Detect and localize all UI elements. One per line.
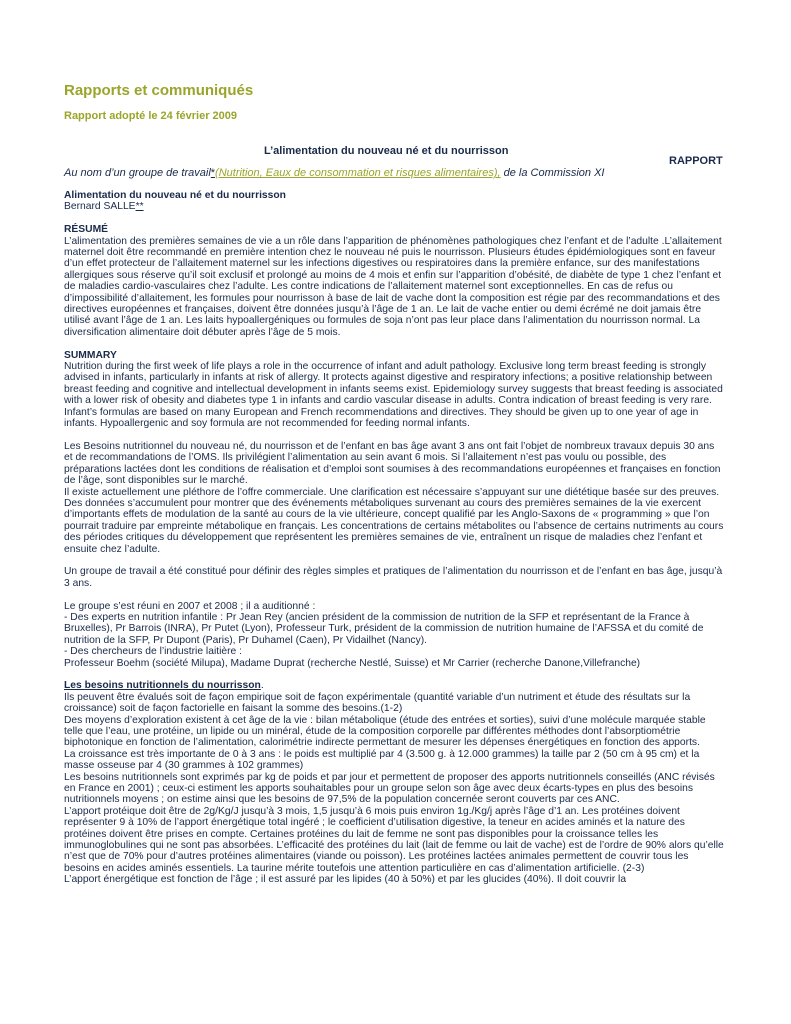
intro-paragraph-4: Un groupe de travail a été constitué pour définir des règles simples et pratiques de l’alimentation du nourrisson et de l’enfant en bas âge, jusqu’à 3 ans. <box>64 566 723 589</box>
working-group-link[interactable]: (Nutrition, Eaux de consommation et risques alimentaires), <box>215 167 501 179</box>
adoption-date: Rapport adopté le 24 février 2009 <box>64 110 238 122</box>
besoins-paragraph-3: La croissance est très importante de 0 à 3 ans : le poids est multiplié par 4 (3.500 g. à 12.000 grammes) la taille par 2 (50 cm à 95 cm) et la masse osseuse par 4 (30 grammes à 102 grammes) <box>64 748 700 772</box>
byline-prefix: Au nom d’un groupe de travail <box>64 167 211 179</box>
besoins-paragraph-1: Ils peuvent être évalués soit de façon empirique soit de façon expérimentale (quantité variable d’un nutriment et étude des résultats sur la croissance) soit de façon factorielle en faisant la somme des besoins.(1-2) <box>64 691 691 715</box>
footnote-link-double-star[interactable]: ** <box>135 201 144 213</box>
footnote-link-star[interactable]: * <box>210 167 216 179</box>
besoins-paragraph-2: Des moyens d’exploration existent à cet âge de la vie : bilan métabolique (étude des entrées et sorties), suivi d’une molécule marquée stable telle que l’eau, une protéine, un lipide ou un minéral, étude de la composition corporelle par différentes méthodes dont l’absorptiométrie biphotonique en fonction de l’alimentation, calorimétrie indirecte permettant de mesurer les dépenses énergétiques en fonction des apports. <box>64 714 706 749</box>
besoins-heading-end: . <box>260 680 264 692</box>
summary-text: Nutrition during the first week of life plays a role in the occurrence of infant and adult pathology. Exclusive long term breast feeding is strongly advised in infants, particularly in infants at risk of allergy. It protects against digestive and respiratory infections; a positive relationship between breast feeding and cognitive and intellectual development in infants seems exist. Epidemiology survey suggests that breast feeding is associated with a lower risk of obesity and diabetes type 1 in infants and cardio vascular disease in adults. Contra indication of breast feeding is very rare. Infant’s formulas are based on many European and French recommendations and directives. They should be given up to one year of age in infants. Hypoallergenic and soy formula are not recommended for feeding normal infants. <box>64 361 723 430</box>
article-body <box>64 190 724 886</box>
resume-text: L’alimentation des premières semaines de vie a un rôle dans l’apparition de phénomènes pathologiques chez l’enfant et de l’adulte .L’allaitement maternel doit être recommandé en première intention chez le nouveau né puis le nourrisson. Plusieurs études épidémiologiques sont en faveur d’un effet protecteur de l’allaitement maternel sur les infections digestives ou respiratoires dans la première enfance, sur des manifestations allergiques sous réserve qu’il soit exclusif et prolongé au moins de 4 mois et enfin sur l’apparition d’obésité, de diabète de type 1 chez l’enfant et de maladies cardio-vasculaires chez l’adulte. Les contre indications de l’allaitement maternel sont exceptionnelles. En cas de refus ou d’impossibilité d’allaitement, les formules pour nourrisson à base de lait de vache dont la composition est régie par des recommandations et des directives européennes et françaises, doivent être données jusqu’à l’âge de 1 an. Le lait de vache entier ou demi écrémé ne doit jamais être utilisé avant l’âge de 1 an. Les laits hypoallergéniques ou formules de soja n’ont pas leur place dans l’alimentation du nourrisson normal. La diversification alimentaire doit débuter après l’âge de 5 mois. <box>64 235 722 338</box>
intro-paragraph-8: Professeur Boehm (société Milupa), Madame Duprat (recherche Nestlé, Suisse) et Mr Carrier (recherche Danone,Villefranche) <box>64 657 641 669</box>
article-subtitle: Alimentation du nouveau né et du nourrisson <box>64 190 286 201</box>
page-title: Rapports et communiqués <box>64 82 254 99</box>
byline-suffix: de la Commission XI <box>500 167 605 179</box>
intro-paragraph-3: Des données s’accumulent pour montrer que des événements métaboliques survenant au cours des premières semaines de la vie exercent d’importants effets de modulation de la santé au cours de la vie ultérieure, concept qualifié par les Anglo-Saxons de « programming » que l’on pourrait traduire par empreinte métabolique en français. Les concentrations de certains métabolites ou l’absence de certains nutriments au cours des périodes critiques du développement que représentent les premières semaines de vie, entraînent un risque de maladies chez l’enfant et ensuite chez l’adulte. <box>64 497 724 555</box>
author-name: Bernard SALLE <box>64 201 136 213</box>
besoins-paragraph-6: L’apport énergétique est fonction de l’âge ; il est assuré par les lipides (40 à 50%) et par les glucides (40%). Il doit couvrir la <box>64 874 627 886</box>
besoins-heading: Les besoins nutritionnels du nourrisson <box>64 680 261 692</box>
byline <box>64 167 605 179</box>
besoins-paragraph-5: L’apport protéique doit être de 2g/Kg/J jusqu’à 3 mois, 1,5 jusqu’à 6 mois puis environ 1g./Kg/j après l’âge d’1 an. Les protéines doivent représenter 9 à 10% de l’apport énergétique total ingéré ; le coefficient d’utilisation digestive, la teneur en acides aminés et la nature des protéines doivent être prises en compte. Certaines protéines du lait de femme ne sont pas disponibles pour la croissance telles les immunoglobulines qui ne sont pas absorbées. L’efficacité des protéines du lait (lait de femme ou lait de vache) est de l’ordre de 90% alors qu’elle n’est que de 70% pour d’autres protéines alimentaires (viande ou poisson). Les protéines lactées animales permettent de couvrir tous les besoins en acides aminés essentiels. La taurine mérite toutefois une attention particulière en cas d’alimentation artificielle. (2-3) <box>64 805 724 874</box>
intro-paragraph-5: Le groupe s’est réuni en 2007 et 2008 ; il a auditionné : <box>64 600 316 612</box>
intro-paragraph-6: - Des experts en nutrition infantile : Pr Jean Rey (ancien président de la commission de nutrition de la SFP et représentant de la France à Bruxelles), Pr Barrois (INRA), Pr Putet (Lyon), Professeur Turk, président de la commission de nutrition humaine de l’AFSSA et du comité de nutrition de la SFP, Pr Dupont (Paris), Pr Duhamel (Caen), Pr Vidailhet (Nancy). <box>64 611 704 646</box>
document-title: L’alimentation du nouveau né et du nourrisson <box>264 145 509 157</box>
intro-paragraph-1: Les Besoins nutritionnel du nouveau né, du nourrisson et de l’enfant en bas âge avant 3 ans ont fait l’objet de nombreux travaux depuis 30 ans et de recommandations de l’OMS. Ils privilégient l’alimentation au sein avant 6 mois. Si l’allaitement n’est pas voulu ou possible, des préparations lactées dont les conditions de réalisation et d’emploi sont soumises à des recommandations européennes et françaises en fonction de l’âge, sont disponibles sur le marché. <box>64 440 721 487</box>
summary-heading: SUMMARY <box>64 349 117 361</box>
intro-paragraph-7: - Des chercheurs de l’industrie laitière : <box>64 646 242 658</box>
resume-heading: RÉSUMÉ <box>64 224 109 236</box>
besoins-paragraph-4: Les besoins nutritionnels sont exprimés par kg de poids et par jour et permettent de proposer des apports nutritionnels conseillés (ANC révisés en France en 2001) ; ceux-ci estiment les apports souhaitables pour un groupe selon son âge avec deux écarts-types en plus des besoins nutritionnels moyens ; on estime ainsi que les besoins de 97,5% de la population concernée seront couverts par ces ANC. <box>64 771 715 806</box>
report-label: RAPPORT <box>669 155 723 167</box>
besoins-heading-line <box>64 680 724 691</box>
intro-paragraph-2: Il existe actuellement une pléthore de l’offre commerciale. Une clarification est nécessaire s’appuyant sur une diététique basée sur des preuves. <box>64 486 720 498</box>
author-line <box>64 201 724 212</box>
